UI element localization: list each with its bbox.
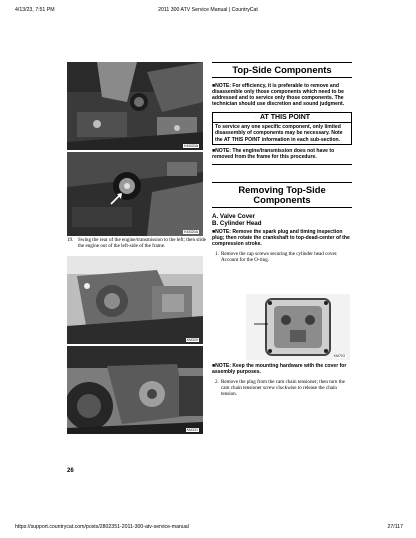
engine-photo-4 (67, 346, 203, 434)
pointing-hand-icon: ☞ (253, 115, 258, 121)
step-1 (212, 251, 352, 263)
note-hardware: ■NOTE: Keep the mounting hardware with the cover for assembly purposes. (212, 363, 347, 376)
section-title: Top-Side Components (232, 64, 332, 75)
step-number: 2. (215, 379, 219, 386)
cylinder-head-cover-photo (246, 294, 350, 360)
photo-caption: KM329 (186, 338, 198, 342)
engine-photo-1 (67, 62, 203, 150)
photo-caption: KM320A (184, 144, 198, 148)
at-this-point-box (212, 112, 352, 144)
subsection-cylinder-head: B. Cylinder Head (212, 220, 262, 227)
print-page-count: 27/117 (387, 524, 403, 530)
box-title: AT THIS POINT (260, 114, 311, 122)
print-doc-title: 2011 300 ATV Service Manual | CountryCat (158, 7, 258, 13)
engine-photo-2 (67, 152, 203, 236)
photo-caption: KM703 (333, 354, 345, 358)
subsection-valve-cover: A. Valve Cover (212, 213, 255, 220)
page-number: 26 (67, 468, 74, 474)
step-number: 1. (215, 251, 219, 258)
print-url: https://support.countrycat.com/posts/2802351-2011-300-atv-service-manual (15, 524, 189, 530)
top-side-components-section (212, 62, 352, 165)
note-spark-plug: ■NOTE: Remove the spark plug and timing inspection plug; then rotate the crankshaft to top-dead-center of the compression stroke. (212, 229, 350, 248)
step-text: Remove the cap screws securing the cylinder head cover. Account for the O-ring. (221, 251, 338, 264)
step-2 (212, 379, 352, 397)
engine-photo-3 (67, 256, 203, 344)
photo-caption: KM320A (184, 230, 198, 234)
step-19 (67, 237, 207, 249)
removing-top-side-section (212, 182, 352, 263)
note-efficiency: ■NOTE: For efficiency, it is preferable to remove and disassemble only those components which need to be addressed and to service only those components. The technician should use discretion and sound judgment. (212, 83, 345, 108)
photo-caption: KM331 (186, 428, 198, 432)
step-text: Swing the rear of the engine/transmission to the left; then slide the engine out of the left-side of the frame. (78, 237, 206, 249)
step-text: Remove the plug from the cam chain tensioner; then turn the cam chain tensioner screw clockwise to release the chain tension. (221, 379, 345, 398)
section-title-line-1: Removing Top-Side (238, 184, 326, 195)
print-datetime: 4/13/23, 7:51 PM (15, 7, 55, 13)
note-removal: ■NOTE: The engine/transmission does not have to removed from the frame for this procedure. (212, 147, 335, 160)
removing-top-side-continued (212, 363, 352, 397)
box-body: To service any one specific component, only limited disassembly of components may be necessary. Note the AT THIS POINT information in each sub-section. (215, 124, 343, 143)
section-title-line-2: Components (253, 194, 311, 205)
step-number: 19. (67, 237, 74, 243)
